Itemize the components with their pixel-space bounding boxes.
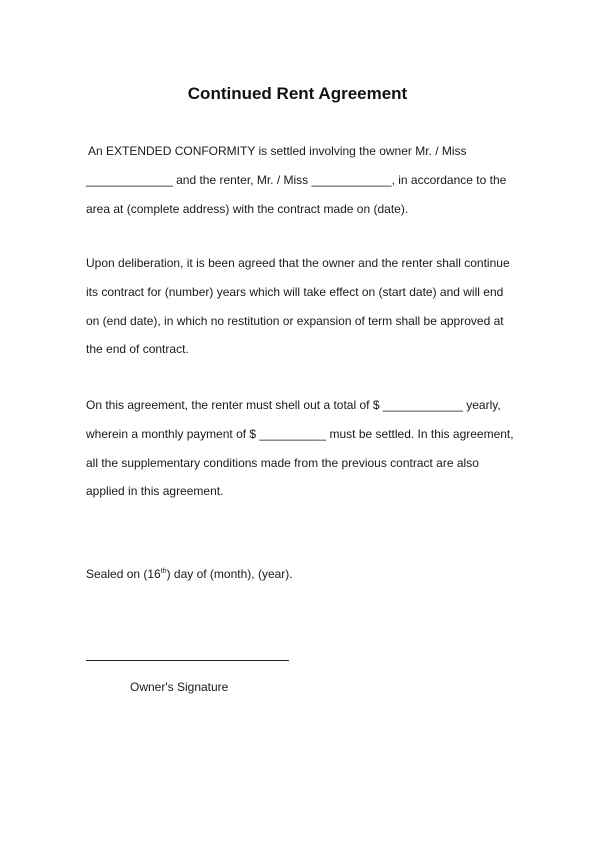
document-title: Continued Rent Agreement xyxy=(187,84,408,103)
paragraph-1-line-2: _____________ and the renter, Mr. / Miss ____________, in accordance to the xyxy=(86,173,507,187)
sealed-date-line xyxy=(86,567,293,581)
paragraph-2-line-4: the end of contract. xyxy=(86,342,189,356)
paragraph-3-line-2: wherein a monthly payment of $ __________ must be settled. In this agreement, xyxy=(86,427,514,441)
sealed-ordinal-suffix: th xyxy=(160,568,167,575)
paragraph-3-line-4: applied in this agreement. xyxy=(86,484,224,498)
paragraph-2-line-3: on (end date), in which no restitution or expansion of term shall be approved at xyxy=(86,314,504,328)
paragraph-3-line-1: On this agreement, the renter must shell out a total of $ ____________ yearly, xyxy=(86,398,501,412)
paragraph-1-line-1: An EXTENDED CONFORMITY is settled involving the owner Mr. / Miss xyxy=(88,144,467,158)
paragraph-1-line-3: area at (complete address) with the contract made on (date). xyxy=(86,202,409,216)
paragraph-2-line-2: its contract for (number) years which will take effect on (start date) and will end xyxy=(86,285,504,299)
signature-line xyxy=(86,660,289,661)
owner-signature-label: Owner's Signature xyxy=(130,680,229,694)
sealed-text-after: ) day of (month), (year). xyxy=(166,567,293,581)
paragraph-3-line-3: all the supplementary conditions made from the previous contract are also xyxy=(86,456,479,470)
sealed-text-before: Sealed on (16 xyxy=(86,567,161,581)
paragraph-2-line-1: Upon deliberation, it is been agreed that the owner and the renter shall continue xyxy=(86,256,510,270)
